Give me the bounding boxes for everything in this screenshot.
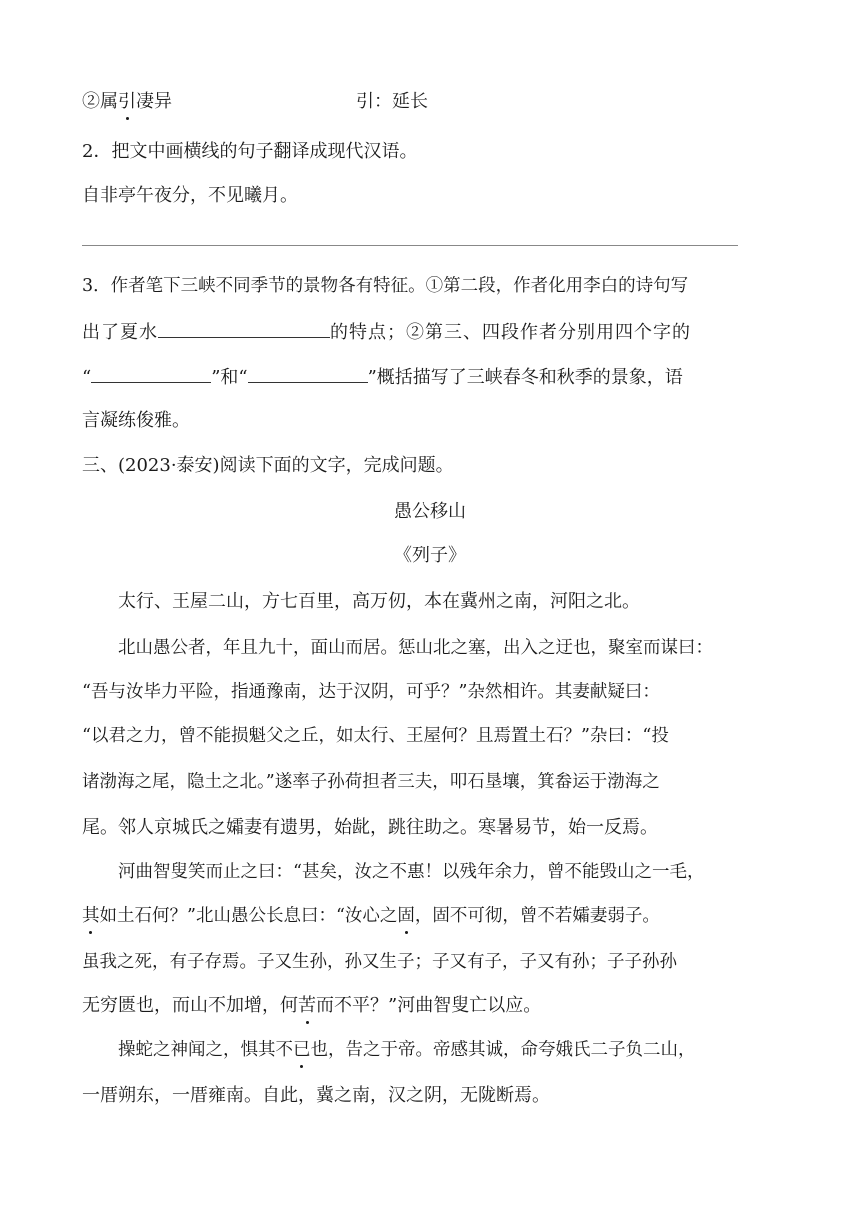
- passage-p3-line-4-b: 而不平？”河曲智叟亡以应。: [316, 995, 542, 1016]
- q2-sentence: 自非亭午夜分，不见曦月。: [82, 185, 298, 206]
- emphasis-dot-char: 引: [118, 91, 136, 112]
- q3-line-2-b: 的特点；②第三、四段作者分别用四个字的: [330, 322, 691, 343]
- answer-blank-2[interactable]: [91, 364, 211, 383]
- answer-blank-1[interactable]: [158, 319, 330, 338]
- passage-p1: 太行、王屋二山，方七百里，高万仞，本在冀州之南，河阳之北。: [118, 591, 640, 612]
- emphasis-dot-char: 苦: [298, 995, 316, 1016]
- passage-p2-line-1: 北山愚公者，年且九十，面山而居。惩山北之塞，出入之迂也，聚室而谋曰：: [118, 638, 713, 658]
- answer-blank-3[interactable]: [248, 364, 368, 383]
- q3-line-4: 言凝练俊雅。: [82, 410, 190, 431]
- passage-p4-line-1-b: 也，告之于帝。帝感其诚，命夸娥氏二子负二山，: [310, 1040, 696, 1060]
- passage-title: 愚公移山: [394, 501, 466, 522]
- q3-line-1: 3．作者笔下三峡不同季节的景物各有特征。①第二段，作者化用李白的诗句写: [82, 276, 689, 296]
- passage-p3-line-4-a: 无穷匮也，而山不加增，何: [82, 995, 298, 1016]
- passage-p2-line-3: “以君之力，曾不能损魁父之丘，如太行、王屋何？且焉置土石？”杂曰：“投: [82, 726, 669, 746]
- passage-p2-line-4: 诸渤海之尾，隐土之北。”遂率子孙荷担者三夫，叩石垦壤，箕畚运于渤海之: [82, 772, 660, 792]
- q3-line-3-a: “: [82, 367, 92, 388]
- passage-p3-line-1: 河曲智叟笑而止之曰：“甚矣，汝之不惠！以残年余力，曾不能毁山之一毛，: [118, 862, 705, 882]
- answer-line[interactable]: [82, 245, 738, 246]
- q2-prompt: 2．把文中画横线的句子翻译成现代汉语。: [82, 141, 418, 162]
- passage-p4-line-1-a: 操蛇之神闻之，惧其不: [118, 1040, 293, 1060]
- q3-line-3-b: ”和“: [211, 367, 248, 388]
- passage-p3-line-2: [82, 904, 660, 928]
- q3-line-2-a: 出了夏水: [82, 322, 158, 343]
- emphasis-dot-char: 其: [82, 906, 100, 926]
- section3-heading: 三、(2023·泰安)阅读下面的文字，完成问题。: [82, 455, 454, 476]
- q1-item-2-gloss: 引：延长: [356, 91, 428, 112]
- passage-p3-line-2-a: 如土石何？”北山愚公长息曰：“汝心之: [99, 906, 398, 926]
- emphasis-dot-char: 已: [293, 1040, 311, 1060]
- q1-item-2: [82, 90, 172, 114]
- passage-p2-line-2: “吾与汝毕力平险，指通豫南，达于汉阴，可乎？”杂然相许。其妻献疑曰：: [82, 682, 660, 702]
- q3-line-3: [82, 364, 683, 390]
- passage-p2-line-5: 尾。邻人京城氏之孀妻有遗男，始龀，跳往助之。寒暑易节，始一反焉。: [82, 817, 658, 838]
- q3-line-3-c: ”概括描写了三峡春冬和秋季的景象，语: [367, 367, 683, 388]
- passage-p3-line-2-b: ，固不可彻，曾不若孀妻弱子。: [414, 906, 660, 926]
- passage-p4-line-2: 一厝朔东，一厝雍南。自此，冀之南，汉之阴，无陇断焉。: [82, 1085, 550, 1106]
- q3-line-2: [82, 319, 691, 345]
- passage-p3-line-4: [82, 994, 541, 1018]
- passage-p4-line-1: [118, 1038, 696, 1062]
- emphasis-dot-char: 固: [397, 906, 415, 926]
- q1-item-2-text: ②属: [82, 91, 118, 112]
- passage-p3-line-3: 虽我之死，有子存焉。子又生孙，孙又生子；子又有子，子又有孙；子子孙孙: [82, 952, 677, 972]
- q1-item-2-text-rest: 凄异: [136, 91, 172, 112]
- passage-source: 《列子》: [394, 545, 466, 566]
